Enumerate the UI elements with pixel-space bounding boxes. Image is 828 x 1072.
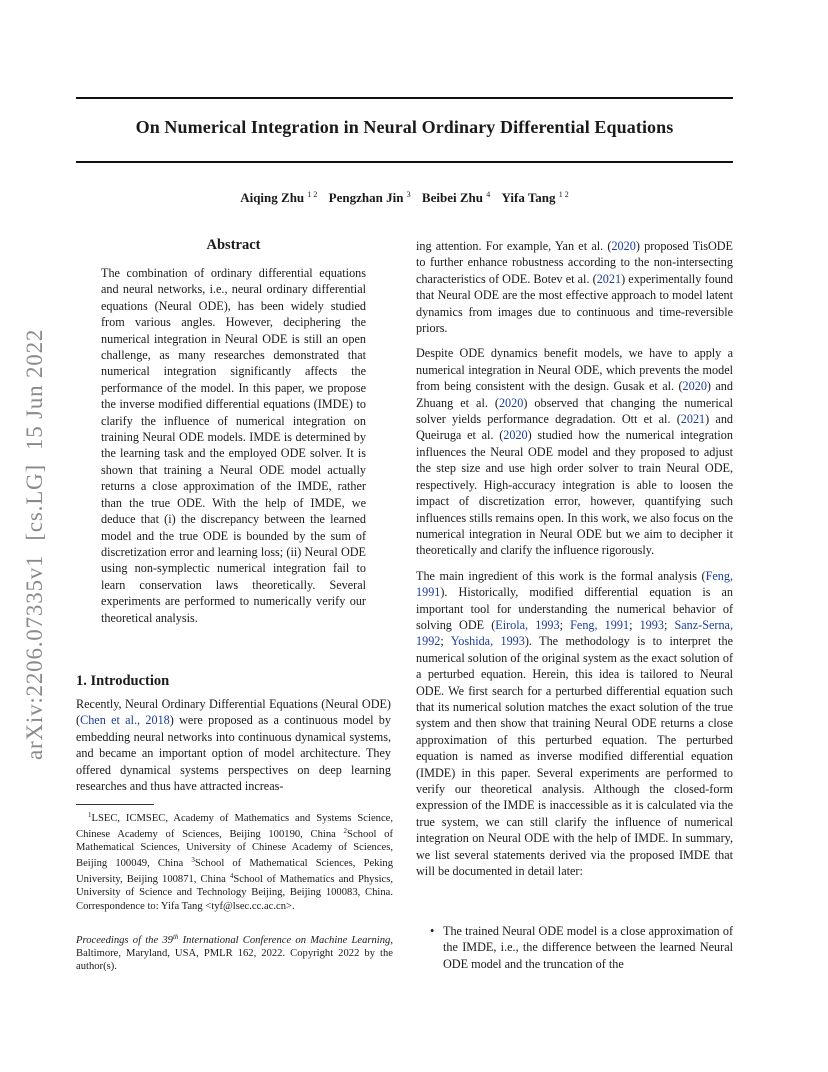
- paragraph: Despite ODE dynamics benefit models, we have to apply a numerical integration in Neural ODE, which prevents the model from being consistent with the design. Gusak et al. (2020) and Zhuang et al. (2020) observed that changing the numerical solver yields performance degradation. Ott et al. (2021) and Queiruga et al. (2020) studied how the numerical integration influences the Neural ODE model and they proposed to adjust the step size and use high order solver to train Neural ODE, respectively. High-accuracy integration is able to loosen the impact of discretization error, however, quantifying such influences stills remains open. In this work, we also focus on the numerical integration in Neural ODE but we aim to decipher it theoretically and clarify the influence rigorously.: [416, 346, 734, 558]
- title-bottom-rule: [76, 161, 733, 163]
- author-2: Pengzhan Jin $^3$: [328, 190, 411, 205]
- proceedings-note: Proceedings of the 39th International Conference on Machine Learning, Baltimore, Maryland, USA, PMLR 162, 2022. Copyright 2022 by the author(s).: [76, 933, 393, 973]
- citation-link[interactable]: 2020: [503, 428, 528, 443]
- citation-link[interactable]: Chen et al., 2018: [80, 713, 170, 728]
- author-3: Beibei Zhu $^4$: [421, 190, 491, 205]
- citation-link[interactable]: Yoshida, 1993: [450, 634, 525, 649]
- paper-title: On Numerical Integration in Neural Ordinary Differential Equations: [135, 117, 674, 137]
- abstract-body: The combination of ordinary differential equations and neural networks, i.e., neural ordinary differential equations (Neural ODE), has been widely studied from various angles. However, deciphering the numerical integration in Neural ODE is still an open challenge, as many researches demonstrated that numerical integration significantly affects the performance of the model. In this paper, we propose the inverse modified differential equations (IMDE) to clarify the influence of numerical integration on training Neural ODE models. IMDE is determined by the learning task and the employed ODE solver. It is shown that training a Neural ODE model actually returns a close approximation of the IMDE, rather than the true ODE. With the help of IMDE, we deduce that (i) the discrepancy between the learned model and the true ODE is bounded by the sum of discretization error and learning loss; (ii) Neural ODE using non-symplectic numerical integration fail to learn conservation laws theoretically. Several experiments are performed to numerically verify our theoretical analysis.: [101, 266, 366, 625]
- citation-link[interactable]: 2021: [680, 412, 706, 427]
- author-4: Yifa Tang $^{1 2}$: [501, 190, 569, 205]
- paragraph: The main ingredient of this work is the formal analysis (Feng, 1991). Historically, modified differential equation is an important tool for understanding the numerical behavior of solving ODE (Eirola, 1993; Feng, 1991; 1993; Sanz-Serna, 1992; Yoshida, 1993). The methodology is to interpret the numerical solution of the original system as the exact solution of a perturbed equation. Herein, this idea is tailored to Neural ODE. We first search for a perturbed differential equation such that its numerical solution matches the exact solution of the true system and then show that training Neural ODE returns a close approximation of this perturbed equation. The perturbed equation is named as inverse modified differential equation (IMDE) in this paper. Several experiments are performed to verify our theoretical analysis. Although the closed-form expression of the IMDE is inaccessible as it is calculated via the true system, we can still clarify the influence of numerical integration on Neural ODE with the help of IMDE. In summary, we list several statements derived via the proposed IMDE that will be documented in detail later:: [416, 568, 734, 879]
- citation-link[interactable]: Feng, 1991: [416, 568, 733, 600]
- abstract-heading: Abstract: [206, 237, 261, 253]
- affiliation-footnote: $^1$LSEC, ICMSEC, Academy of Mathematics and Systems Science, Chinese Academy of Sciences, Beijing 100190, China $^2$School of Mathematical Sciences, University of Chinese Academy of Sciences, Beijing 100049, China $^3$School of Mathematical Sciences, Peking University, Beijing 100871, China $^4$School of Mathematics and Physics, University of Science and Technology Beijing, Beijing 100083, China. Correspondence to: Yifa Tang <tyf@lsec.cc.ac.cn>.: [76, 811, 394, 912]
- bullet-icon: •: [430, 924, 435, 938]
- section-heading-introduction: 1. Introduction: [76, 673, 170, 689]
- citation-link[interactable]: Eirola, 1993: [495, 617, 560, 632]
- list-item: • The trained Neural ODE model is a close approximation of the IMDE, i.e., the difference between the learned Neural ODE model and the truncation of the: [430, 924, 733, 971]
- footnote-rule: [76, 804, 154, 805]
- top-rule: [76, 97, 733, 99]
- citation-link[interactable]: 1993: [639, 617, 664, 632]
- paragraph: ing attention. For example, Yan et al. (2020) proposed TisODE to further enhance robustness according to the non-intersecting characteristics of ODE. Botev et al. (2021) experimentally found that Neural ODE are the most effective approach to model latent dynamics from images due to continuous and time-reversible priors.: [416, 239, 733, 336]
- citation-link[interactable]: Sanz-Serna, 1992: [416, 617, 734, 649]
- citation-link[interactable]: 2020: [682, 379, 707, 394]
- author-list: [76, 190, 733, 206]
- right-column-body: [416, 238, 733, 888]
- author-1: Aiqing Zhu $^{1 2}$: [240, 190, 318, 205]
- citation-link[interactable]: 2021: [596, 271, 622, 286]
- citation-link[interactable]: Feng, 1991: [570, 617, 630, 632]
- arxiv-stamp: arXiv:2206.07335v1[cs.LG]15 Jun 2022: [22, 328, 47, 760]
- citation-link[interactable]: 2020: [611, 239, 636, 253]
- introduction-body: Recently, Neural Ordinary Differential Equations (Neural ODE) (Chen et al., 2018) were proposed as a continuous model by embedding neural networks into continuous dynamical systems, and became an important option of model architecture. They offered dynamical systems perspectives on deep learning researches and thus have attracted increas-: [76, 697, 391, 794]
- citation-link[interactable]: 2020: [498, 395, 524, 410]
